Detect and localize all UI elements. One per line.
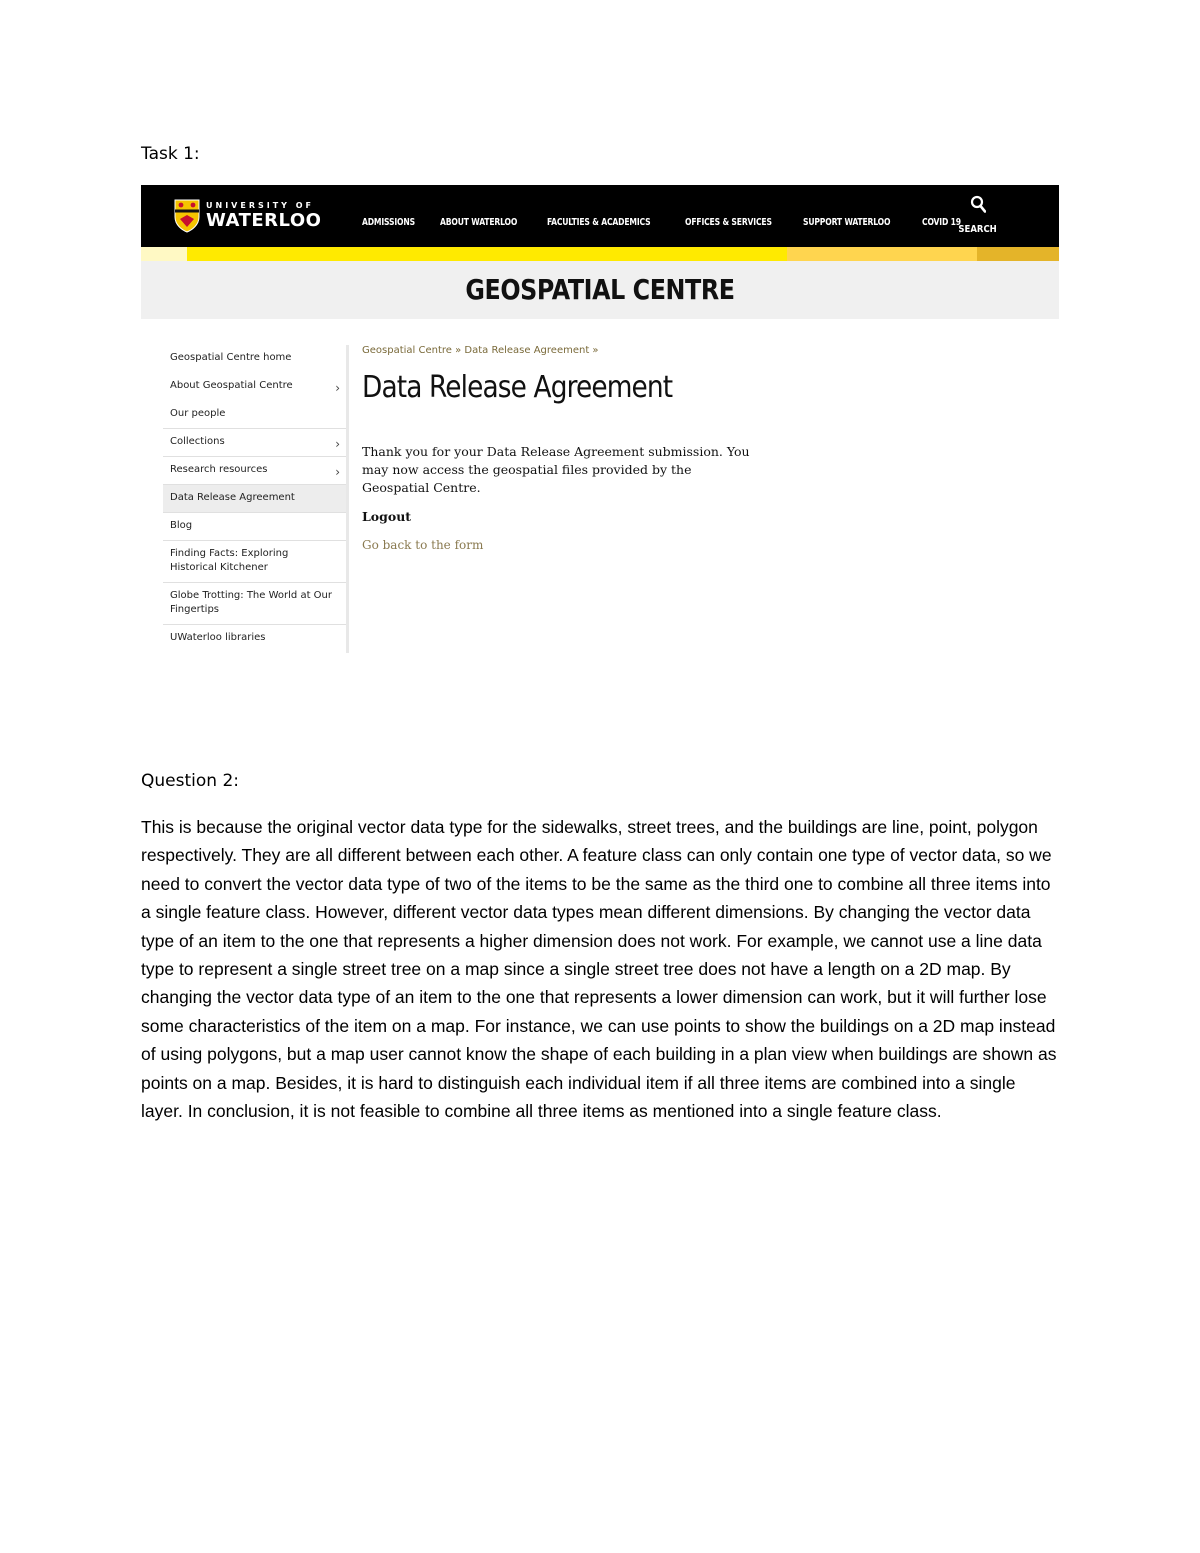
search-label: SEARCH bbox=[958, 224, 998, 235]
answer-paragraph: This is because the original vector data type for the sidewalks, street trees, and the buildings are line, point, polygon respectively. They are all different between each other. A feature class can only contain one type of vector data, so we need to convert the vector data type of two of the items to be the same as the third one to combine all three items into a single feature class. However, different vector data types mean different dimensions. By changing the vector data type of an item to the one that represents a higher dimension does not work. For example, we cannot use a line data type to represent a single street tree on a map since a single street tree does not have a length on a 2D map. By changing the vector data type of an item to the one that represents a lower dimension can work, but it will further lose some characteristics of the item on a map. For instance, we can use points to show the buildings on a 2D map instead of using polygons, but a map user cannot know the shape of each building in a plan view when buildings are shown as points on a map. Besides, it is hard to distinguish each individual item if all three items are combined into a single layer. In conclusion, it is not feasible to combine all three items as mentioned into a single feature class. bbox=[141, 817, 1057, 1122]
sidebar-item-blog[interactable] bbox=[163, 513, 346, 541]
nav-offices-services[interactable]: OFFICES & SERVICES bbox=[684, 217, 772, 228]
sidebar-item-label: Collections bbox=[170, 436, 225, 447]
nav-support-waterloo[interactable]: SUPPORT WATERLOO bbox=[802, 217, 891, 228]
sidebar-item-label: Finding Facts: Exploring Historical Kitchener bbox=[170, 548, 289, 573]
banner-title: GEOSPATIAL CENTRE bbox=[465, 273, 735, 306]
task-heading: Task 1: bbox=[141, 144, 200, 164]
website-screenshot bbox=[141, 185, 1059, 665]
sidebar-item-collections[interactable] bbox=[163, 429, 346, 457]
sidebar-item-label: About Geospatial Centre bbox=[170, 380, 293, 391]
question-heading: Question 2: bbox=[141, 771, 239, 791]
sidebar-item-label: Our people bbox=[170, 408, 226, 419]
sidebar-item-our-people[interactable] bbox=[163, 401, 346, 429]
breadcrumb[interactable]: Geospatial Centre » Data Release Agreement » bbox=[362, 345, 599, 356]
chevron-right-icon: › bbox=[335, 465, 340, 479]
sidebar-item-uwaterloo-libraries[interactable] bbox=[163, 625, 346, 653]
sidebar-item-label: Globe Trotting: The World at Our Fingertips bbox=[170, 590, 332, 615]
sidebar-item-label: Geospatial Centre home bbox=[170, 352, 292, 363]
sidebar-item-label: Blog bbox=[170, 520, 193, 531]
sidebar-item-label: Research resources bbox=[170, 464, 268, 475]
logo-small-text: UNIVERSITY OF bbox=[206, 201, 315, 210]
nav-faculties-academics[interactable]: FACULTIES & ACADEMICS bbox=[547, 217, 651, 228]
page-title: Data Release Agreement bbox=[362, 370, 673, 405]
sidebar-item-research-resources[interactable] bbox=[163, 457, 346, 485]
university-logo[interactable] bbox=[174, 198, 321, 234]
chevron-right-icon: › bbox=[335, 381, 340, 395]
chevron-right-icon: › bbox=[335, 437, 340, 451]
logo-big-text: WATERLOO bbox=[206, 210, 322, 231]
sidebar-nav bbox=[163, 345, 349, 653]
search-button[interactable] bbox=[953, 195, 1003, 236]
sidebar-item-globe-trotting[interactable] bbox=[163, 583, 346, 625]
main-content bbox=[362, 345, 882, 552]
site-banner bbox=[141, 261, 1059, 319]
shield-icon bbox=[174, 199, 200, 233]
sidebar-item-label: UWaterloo libraries bbox=[170, 632, 266, 643]
confirmation-message: Thank you for your Data Release Agreement submission. You may now access the geospatial files provided by the Geospatial Centre. bbox=[362, 444, 750, 495]
logout-link[interactable]: Logout bbox=[362, 509, 412, 524]
main-nav bbox=[362, 217, 983, 228]
sidebar-item-geospatial-centre-home[interactable] bbox=[163, 345, 346, 373]
nav-admissions[interactable]: ADMISSIONS bbox=[362, 217, 415, 228]
sidebar-item-about-geospatial-centre[interactable] bbox=[163, 373, 346, 401]
back-to-form-link[interactable]: Go back to the form bbox=[362, 538, 484, 552]
nav-covid-19[interactable]: COVID 19 bbox=[921, 217, 961, 228]
sidebar-item-finding-facts[interactable] bbox=[163, 541, 346, 583]
sidebar-item-label: Data Release Agreement bbox=[170, 492, 295, 503]
color-stripe bbox=[141, 247, 1059, 261]
nav-about-waterloo[interactable]: ABOUT WATERLOO bbox=[440, 217, 518, 228]
sidebar-item-data-release-agreement[interactable] bbox=[163, 485, 346, 513]
search-icon bbox=[970, 195, 986, 213]
site-header bbox=[141, 185, 1059, 247]
